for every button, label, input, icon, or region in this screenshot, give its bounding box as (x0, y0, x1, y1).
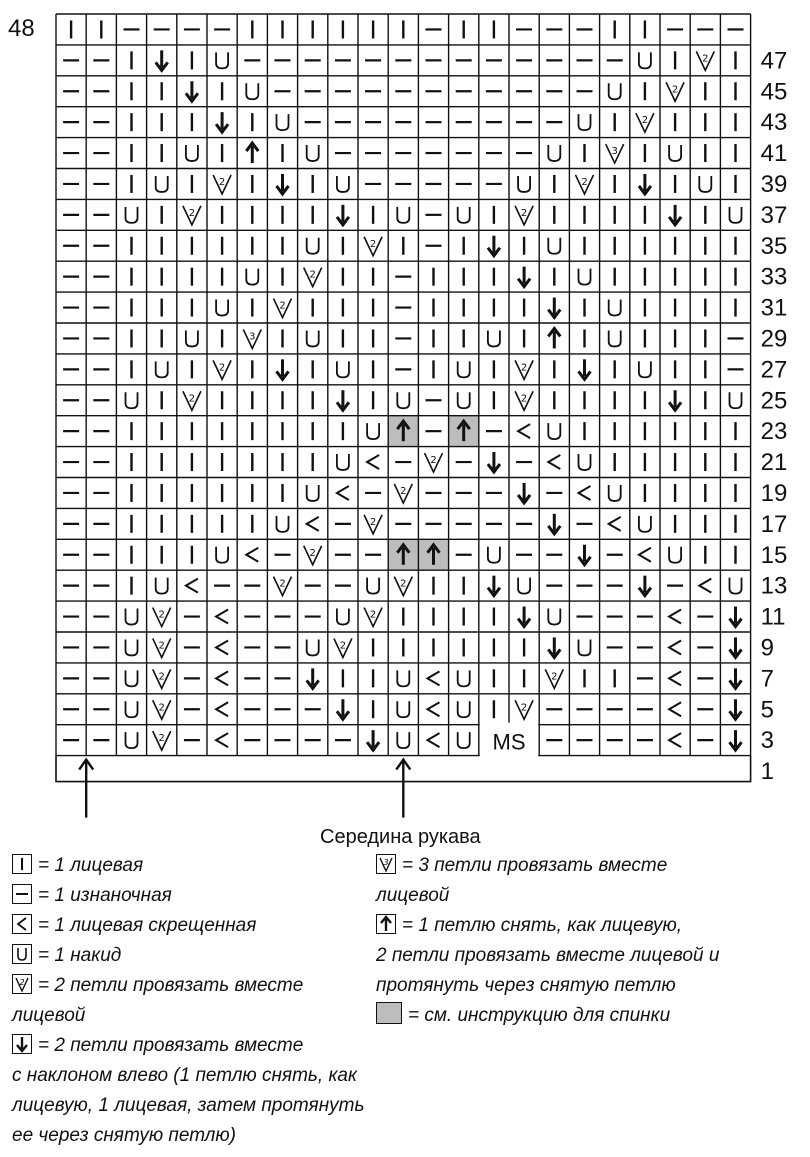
sk2p-symbol-icon (376, 914, 396, 934)
chart-cell (548, 145, 560, 161)
svg-text:2: 2 (158, 609, 165, 621)
chart-cell (579, 359, 591, 379)
row-number: 1 (760, 758, 774, 786)
svg-text:2: 2 (309, 547, 316, 559)
chart-cell (669, 547, 681, 563)
row-number: 27 (760, 356, 788, 384)
legend-gray: = см. инструкцию для спинки (376, 1001, 670, 1031)
chart-cell (246, 143, 258, 163)
chart-cell (458, 732, 470, 748)
chart-cell (126, 207, 138, 223)
chart-cell (183, 391, 201, 410)
svg-text:2: 2 (188, 207, 196, 219)
chart-cell (576, 175, 594, 194)
chart-cell (669, 733, 681, 747)
svg-text:2: 2 (158, 733, 165, 745)
chart-cell (669, 702, 681, 716)
chart-cell (428, 733, 440, 747)
chart-cell (609, 485, 621, 501)
svg-text:2: 2 (158, 671, 165, 683)
legend-purl: = 1 изнаночная (12, 881, 172, 911)
legend-ssk-cont3: ее через снятую петлю) (12, 1125, 236, 1146)
legend-sk2p: = 1 петлю снять, как лицевую, (376, 911, 682, 941)
chart-cell (425, 453, 443, 472)
chart-cell (488, 330, 500, 346)
chart-cell (730, 637, 742, 657)
svg-text:2: 2 (551, 671, 558, 683)
svg-text:2: 2 (369, 516, 377, 528)
row-number: 43 (760, 109, 788, 137)
chart-cell (428, 671, 440, 685)
legend-k2tog-cont: лицевой (12, 1005, 86, 1026)
chart-cell (488, 452, 500, 472)
chart-cell (397, 392, 409, 408)
chart-cell (213, 175, 231, 194)
row-number: 25 (760, 387, 788, 415)
chart-cell (639, 52, 651, 68)
chart-cell (243, 329, 261, 348)
svg-text:2: 2 (581, 176, 588, 188)
chart-cell (397, 732, 409, 748)
chart-cell (545, 669, 563, 688)
yarn-over-symbol-icon (12, 944, 32, 964)
svg-text:3: 3 (611, 146, 618, 158)
chart-cell (216, 671, 228, 685)
chart-cell (699, 176, 711, 192)
row-number: 39 (760, 170, 788, 198)
chart-cell (304, 268, 322, 287)
svg-text:2: 2 (19, 978, 25, 987)
chart-cell (418, 539, 448, 570)
chart-cell (639, 516, 651, 532)
legend-ktbl: = 1 лицевая скрещенная (12, 911, 256, 941)
row-number: 3 (760, 727, 774, 755)
chart-cell (367, 455, 379, 469)
row-number: 13 (760, 572, 788, 600)
svg-text:2: 2 (520, 207, 528, 219)
chart-cell (364, 515, 382, 534)
row-number: 21 (760, 449, 788, 477)
legend-yo: = 1 накид (12, 941, 121, 971)
chart-cell (307, 330, 319, 346)
svg-text:2: 2 (279, 300, 286, 312)
legend-sk2p-cont2: протянуть через снятую петлю (376, 975, 676, 996)
chart-cell (449, 416, 479, 447)
chart-cell (337, 361, 349, 377)
chart-cell (515, 700, 533, 719)
chart-cell (186, 145, 198, 161)
chart-cell (515, 360, 533, 379)
row-number: 9 (760, 634, 774, 662)
chart-cell (307, 668, 319, 688)
chart-cell (669, 205, 681, 225)
chart-cell (458, 207, 470, 223)
chart-cell (337, 390, 349, 410)
chart-cell (186, 330, 198, 346)
legend-ssk-cont2: лицевую, 1 лицевая, затем протянуть (12, 1095, 365, 1116)
chart-cell (639, 361, 651, 377)
chart-cell (488, 236, 500, 256)
chart-cell (277, 114, 289, 130)
chart-cell (216, 640, 228, 654)
chart-cell (246, 269, 258, 285)
chart-cell (639, 548, 651, 562)
chart-cell (126, 639, 138, 655)
chart-cell (186, 579, 198, 593)
legend-k3tog: 3 = 3 петли провязать вместе (376, 851, 667, 881)
row-number: 7 (760, 665, 774, 693)
chart-cell (548, 298, 560, 318)
k2tog-symbol-icon (12, 974, 32, 994)
svg-text:2: 2 (520, 393, 528, 405)
chart-cell (730, 668, 742, 688)
center-arrow-icon (396, 760, 410, 818)
chart-cell (307, 517, 319, 531)
top-row-number: 48 (8, 15, 35, 42)
chart-cell (518, 267, 530, 287)
svg-text:3: 3 (249, 331, 256, 343)
chart-cell (307, 145, 319, 161)
row-number: 15 (760, 541, 788, 569)
chart-cell (458, 392, 470, 408)
chart-cell (666, 82, 684, 101)
chart-cell (515, 391, 533, 410)
chart-cell (337, 699, 349, 719)
svg-text:2: 2 (339, 640, 347, 652)
chart-cell (488, 576, 500, 596)
chart-cell (337, 609, 349, 625)
chart-cell (213, 360, 231, 379)
row-number: 17 (760, 510, 788, 538)
svg-text:2: 2 (671, 84, 679, 96)
chart-cell (186, 81, 198, 101)
chart-cell (183, 206, 201, 225)
chart-cell (730, 392, 742, 408)
chart-cell (126, 732, 138, 748)
chart-cell (636, 113, 654, 132)
chart-cell (579, 454, 591, 470)
chart-cell (579, 545, 591, 565)
chart-cell (126, 609, 138, 625)
svg-text:2: 2 (369, 238, 377, 250)
svg-text:2: 2 (279, 578, 286, 590)
chart-cell (669, 671, 681, 685)
chart-cell (388, 539, 418, 570)
row-number: 29 (760, 325, 788, 353)
chart-cell (515, 206, 533, 225)
chart-cell (730, 607, 742, 627)
purl-symbol-icon (12, 884, 32, 904)
chart-cell (216, 300, 228, 316)
chart-cell (609, 517, 621, 531)
chart-cell (609, 300, 621, 316)
svg-text:2: 2 (309, 269, 316, 281)
chart-cell (153, 669, 171, 688)
chart-cell (518, 578, 530, 594)
left-arrow-icon (79, 760, 93, 818)
row-number: 23 (760, 418, 788, 446)
chart-cell (730, 207, 742, 223)
chart-cell (156, 578, 168, 594)
chart-cell (274, 577, 292, 596)
chart-cell (274, 299, 292, 318)
row-number: 31 (760, 294, 788, 322)
row-number: 37 (760, 201, 788, 229)
svg-text:2: 2 (702, 53, 709, 65)
chart-cell (216, 112, 228, 132)
chart-cell (548, 609, 560, 625)
chart-cell (518, 424, 530, 438)
chart-cell (548, 328, 560, 348)
chart-cell (126, 392, 138, 408)
chart-cell (334, 638, 352, 657)
chart-cell (126, 670, 138, 686)
chart-cell (669, 640, 681, 654)
chart-cell (488, 547, 500, 563)
knit-symbol-icon (12, 854, 32, 874)
chart-cell (126, 701, 138, 717)
chart-cell (730, 730, 742, 750)
chart-cell (579, 269, 591, 285)
row-number: 41 (760, 140, 788, 168)
chart-cell (518, 483, 530, 503)
chart-cell (337, 486, 349, 500)
chart-cell (428, 702, 440, 716)
chart-cell (609, 330, 621, 346)
chart-cell (156, 50, 168, 70)
chart-cell (216, 733, 228, 747)
chart-cell (153, 638, 171, 657)
chart-cell (699, 579, 711, 593)
row-number: 11 (760, 603, 786, 631)
chart-cell (458, 701, 470, 717)
svg-text:3: 3 (383, 858, 389, 867)
gray-cell-swatch-icon (376, 1002, 402, 1024)
row-number: 33 (760, 263, 788, 291)
chart-cell (579, 114, 591, 130)
legend-ssk-cont1: с наклоном влево (1 петлю снять, как (12, 1065, 357, 1086)
chart-cell (397, 670, 409, 686)
chart-cell (277, 359, 289, 379)
chart-cell (216, 52, 228, 68)
chart-cell (153, 608, 171, 627)
svg-text:2: 2 (520, 362, 528, 374)
chart-cell (307, 485, 319, 501)
svg-text:2: 2 (400, 485, 407, 497)
chart-cell (364, 237, 382, 256)
chart-cell (337, 205, 349, 225)
chart-cell (156, 176, 168, 192)
svg-text:2: 2 (430, 455, 437, 467)
chart-cell (730, 699, 742, 719)
svg-text:2: 2 (218, 362, 226, 374)
chart-cell (579, 486, 591, 500)
chart-cell (394, 484, 412, 503)
chart-cell (548, 514, 560, 534)
legend-knit: = 1 лицевая (12, 851, 143, 881)
k3tog-symbol-icon (376, 854, 396, 874)
chart-cell (216, 610, 228, 624)
chart-cell (337, 176, 349, 192)
chart-cell (307, 238, 319, 254)
chart-cell (156, 361, 168, 377)
chart-cell (458, 361, 470, 377)
svg-text:2: 2 (369, 609, 377, 621)
chart-cell (669, 145, 681, 161)
row-number: 45 (760, 78, 788, 106)
chart-cell (518, 176, 530, 192)
chart-cell (367, 423, 379, 439)
chart-cell (609, 83, 621, 99)
chart-cell (730, 578, 742, 594)
row-number: 35 (760, 232, 788, 260)
svg-text:2: 2 (400, 578, 407, 590)
chart-cell (518, 607, 530, 627)
chart-cell (669, 390, 681, 410)
chart-cell (216, 702, 228, 716)
legend-k3tog-cont: лицевой (376, 885, 450, 906)
chart-cell (367, 578, 379, 594)
chart-cell (367, 730, 379, 750)
row-number: 47 (760, 47, 788, 75)
chart-cell (458, 670, 470, 686)
chart-cell (639, 576, 651, 596)
chart-cell (388, 416, 418, 447)
svg-text:2: 2 (641, 115, 649, 127)
chart-cell (579, 639, 591, 655)
chart-cell (304, 546, 322, 565)
ktbl-symbol-icon (12, 914, 32, 934)
chart-cell (548, 637, 560, 657)
legend-k2tog: 2 = 2 петли провязать вместе (12, 971, 303, 1001)
chart-cell (397, 207, 409, 223)
chart-cell (548, 238, 560, 254)
chart-cell (153, 700, 171, 719)
ms-label: MS (492, 729, 526, 755)
svg-text:2: 2 (188, 393, 196, 405)
legend-ssk: = 2 петли провязать вместе (12, 1031, 303, 1061)
row-number: 19 (760, 479, 788, 507)
chart-cell (246, 83, 258, 99)
svg-text:2: 2 (218, 176, 226, 188)
chart-cell (277, 174, 289, 194)
chart-cell (639, 174, 651, 194)
chart-cell (696, 51, 714, 70)
ssk-symbol-icon (12, 1034, 32, 1054)
svg-text:2: 2 (158, 702, 165, 714)
chart-cell (606, 144, 624, 163)
row-number: 5 (760, 696, 774, 724)
chart-cell (216, 547, 228, 563)
chart-cell (669, 610, 681, 624)
legend-sk2p-cont1: 2 петли провязать вместе лицевой и (376, 945, 720, 966)
chart-cell (246, 548, 258, 562)
chart-cell (397, 701, 409, 717)
chart-cell (337, 454, 349, 470)
chart-cell (364, 608, 382, 627)
svg-text:2: 2 (158, 640, 165, 652)
chart-cell (153, 731, 171, 750)
chart-cell (394, 577, 412, 596)
sleeve-center-caption: Середина рукава (320, 826, 481, 848)
svg-text:2: 2 (520, 702, 528, 714)
chart-cell (277, 516, 289, 532)
chart-cell (548, 455, 560, 469)
chart-cell (307, 639, 319, 655)
chart-cell (548, 423, 560, 439)
